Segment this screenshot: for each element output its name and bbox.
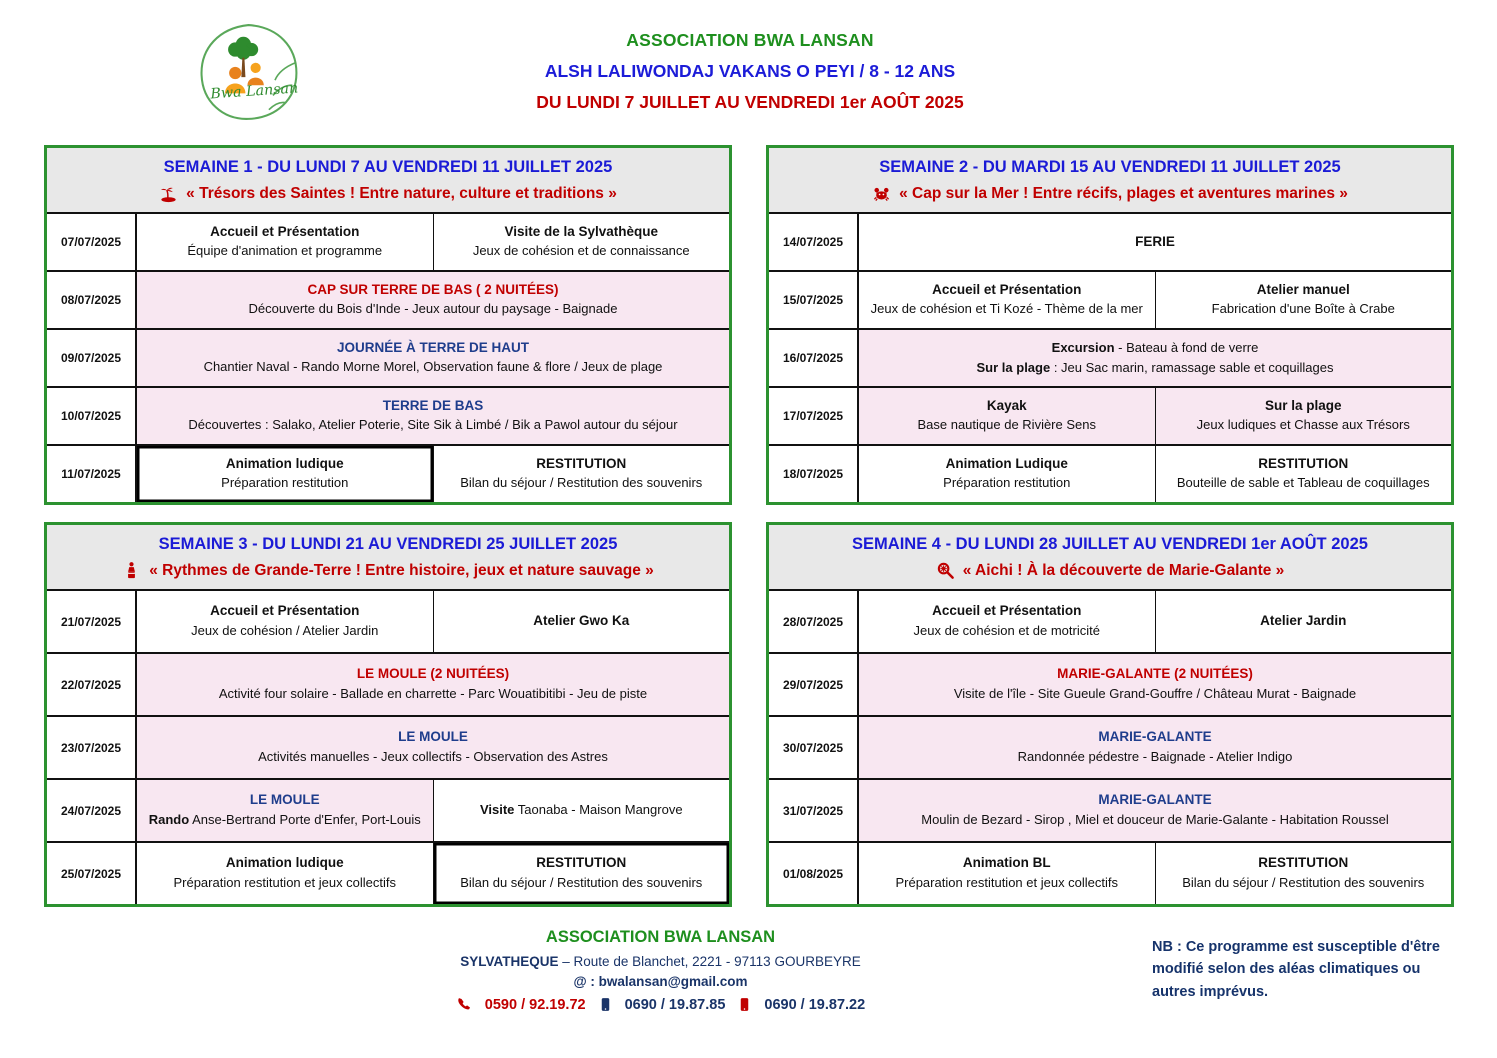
date-cell: 07/07/2025 [47, 214, 137, 270]
bwa-lansan-logo [190, 22, 308, 124]
date-cell: 09/07/2025 [47, 330, 137, 386]
activity-subtitle: Bilan du séjour / Restitution des souvenirs [460, 874, 703, 890]
week-theme-text: « Trésors des Saintes ! Entre nature, culture et traditions » [186, 184, 617, 202]
activity-subtitle: Préparation restitution et jeux collectifs [173, 874, 397, 890]
phone-number: 0690 / 19.87.85 [624, 996, 726, 1013]
table-row [769, 715, 1451, 778]
activity-title: RESTITUTION [1258, 855, 1349, 871]
phone-number: 0690 / 19.87.22 [764, 996, 866, 1013]
activity-title: MARIE-GALANTE [1098, 792, 1212, 808]
footer-org: ASSOCIATION BWA LANSAN [545, 928, 776, 946]
activity-subtitle: Visite Taonaba - Maison Mangrove [479, 802, 683, 818]
activity-title: RESTITUTION [1258, 455, 1349, 471]
date-cell: 28/07/2025 [769, 591, 859, 652]
activity-subtitle: Chantier Naval - Rando Morne Morel, Observation faune & flore / Jeux de plage [203, 359, 663, 375]
activity-subtitle: Excursion - Bateau à fond de verre [1051, 339, 1259, 355]
logo-text: Bwa Lansan [209, 80, 299, 103]
date-cell: 25/07/2025 [47, 843, 137, 904]
date-cell: 21/07/2025 [47, 591, 137, 652]
activity-subtitle: Jeux de cohésion et de motricité [913, 622, 1100, 638]
activity-cell [1155, 388, 1452, 444]
activity-subtitle: Bilan du séjour / Restitution des souvenirs [1182, 874, 1425, 890]
activity-cell [859, 843, 1155, 904]
activity-cell [433, 843, 730, 904]
activity-cell [859, 591, 1155, 652]
org-title: ASSOCIATION BWA LANSAN [626, 30, 874, 50]
activity-title: CAP SUR TERRE DE BAS ( 2 NUITÉES) [307, 281, 559, 297]
activity-subtitle: Découvertes : Salako, Atelier Poterie, Site Sik à Limbé / Bik a Pawol autour du séjour [188, 417, 678, 433]
footer-address: SYLVATHEQUE – Route de Blanchet, 2221 - 97113 GOURBEYRE [460, 954, 861, 969]
footer-phones [388, 996, 933, 1013]
activity-cell [433, 446, 730, 502]
date-cell: 24/07/2025 [47, 780, 137, 841]
table-row [769, 591, 1451, 652]
activity-title: Atelier Jardin [1260, 613, 1347, 629]
activity-cell [137, 330, 729, 386]
date-cell: 18/07/2025 [769, 446, 859, 502]
activity-subtitle: Équipe d'animation et programme [187, 243, 383, 259]
activity-cell [433, 591, 730, 652]
activity-title: Accueil et Présentation [932, 603, 1082, 619]
table-row [47, 778, 729, 841]
date-cell: 16/07/2025 [769, 330, 859, 386]
activity-cell [137, 843, 433, 904]
table-row [47, 386, 729, 444]
activity-cell [859, 446, 1155, 502]
week-header [769, 525, 1451, 591]
activity-title: LE MOULE [398, 729, 468, 745]
activity-cell [137, 717, 729, 778]
week-header [47, 525, 729, 591]
activity-subtitle: Activité four solaire - Ballade en charrette - Parc Wouatibitibi - Jeu de piste [218, 685, 648, 701]
table-row [769, 328, 1451, 386]
activity-subtitle: Préparation restitution et jeux collectifs [895, 874, 1119, 890]
activity-cell [1155, 446, 1452, 502]
date-cell: 10/07/2025 [47, 388, 137, 444]
table-row [769, 778, 1451, 841]
week3-table [44, 522, 732, 907]
activity-cell [1155, 843, 1452, 904]
week-title: SEMAINE 3 - DU LUNDI 21 AU VENDREDI 25 JUILLET 2025 [158, 535, 618, 553]
table-row [769, 214, 1451, 270]
phone-icon [456, 996, 473, 1013]
week-header [769, 148, 1451, 214]
week-theme-text: « Cap sur la Mer ! Entre récifs, plages et aventures marines » [899, 184, 1348, 202]
date-cell: 14/07/2025 [769, 214, 859, 270]
activity-title: MARIE-GALANTE (2 NUITÉES) [1057, 666, 1253, 682]
activity-subtitle: Rando Anse-Bertrand Porte d'Enfer, Port-Louis [148, 811, 421, 827]
activity-cell [859, 330, 1451, 386]
activity-cell [859, 717, 1451, 778]
activity-title: Sur la plage [1264, 397, 1342, 413]
page-header [420, 30, 1080, 113]
week-theme [53, 561, 723, 580]
date-cell: 15/07/2025 [769, 272, 859, 328]
week1-table [44, 145, 732, 505]
activity-title: Accueil et Présentation [210, 223, 360, 239]
phone-number: 0590 / 92.19.72 [484, 996, 586, 1013]
mobile-phone-icon [737, 996, 752, 1013]
activity-subtitle: Jeux de cohésion et de connaissance [472, 243, 690, 259]
activity-cell [433, 780, 730, 841]
activity-title: Animation Ludique [945, 455, 1068, 471]
activity-subtitle: Base nautique de Rivière Sens [917, 417, 1096, 433]
week2-table [766, 145, 1454, 505]
crab-icon [872, 184, 891, 203]
activity-cell [859, 780, 1451, 841]
activity-subtitle: Préparation restitution [943, 475, 1071, 491]
week-title: SEMAINE 4 - DU LUNDI 28 JUILLET AU VENDREDI 1er AOÛT 2025 [852, 535, 1368, 553]
table-row [47, 328, 729, 386]
activity-title: TERRE DE BAS [382, 397, 484, 413]
activity-title: Accueil et Présentation [210, 603, 360, 619]
date-cell: 08/07/2025 [47, 272, 137, 328]
week-theme [53, 184, 723, 203]
date-cell: 01/08/2025 [769, 843, 859, 904]
table-row [769, 444, 1451, 502]
table-row [47, 841, 729, 904]
activity-subtitle: Fabrication d'une Boîte à Crabe [1211, 301, 1395, 317]
activity-cell [1155, 591, 1452, 652]
activity-subtitle: Jeux ludiques et Chasse aux Trésors [1196, 417, 1410, 433]
week-title: SEMAINE 1 - DU LUNDI 7 AU VENDREDI 11 JUILLET 2025 [163, 158, 613, 176]
activity-title: Animation ludique [225, 855, 344, 871]
program-title: ALSH LALIWONDAJ VAKANS O PEYI / 8 - 12 ANS [544, 61, 956, 81]
date-cell: 29/07/2025 [769, 654, 859, 715]
table-row [47, 652, 729, 715]
date-cell: 17/07/2025 [769, 388, 859, 444]
table-row [47, 444, 729, 502]
table-row [769, 841, 1451, 904]
activity-cell [137, 272, 729, 328]
magnifier-icon [936, 561, 955, 580]
activity-title: Atelier manuel [1256, 281, 1350, 297]
activity-subtitle: Préparation restitution [221, 475, 349, 491]
nb-note: NB : Ce programme est susceptible d'être modifié selon des aléas climatiques ou autres imprévus. [1152, 939, 1440, 1000]
activity-title: LE MOULE (2 NUITÉES) [356, 666, 510, 682]
activity-title: RESTITUTION [536, 455, 627, 471]
activity-title: RESTITUTION [536, 855, 627, 871]
page-footer [388, 928, 933, 1013]
activity-title: LE MOULE [249, 792, 320, 808]
activity-cell [137, 591, 433, 652]
table-row [47, 214, 729, 270]
activity-cell [859, 388, 1155, 444]
activity-title: Accueil et Présentation [932, 281, 1082, 297]
week-theme [775, 184, 1445, 203]
activity-title: MARIE-GALANTE [1098, 729, 1212, 745]
week-theme-text: « Aichi ! À la découverte de Marie-Galante » [962, 561, 1285, 579]
activity-cell [137, 388, 729, 444]
week-header [47, 148, 729, 214]
activity-subtitle: Bouteille de sable et Tableau de coquillages [1176, 475, 1430, 491]
week-theme [775, 561, 1445, 580]
activity-title: Visite de la Sylvathèque [504, 223, 659, 239]
drummer-icon [122, 561, 141, 580]
activity-title: JOURNÉE À TERRE DE HAUT [336, 339, 530, 355]
activity-cell [137, 654, 729, 715]
activity-cell [137, 214, 433, 270]
activity-cell [433, 214, 730, 270]
date-cell: 23/07/2025 [47, 717, 137, 778]
footer-email: @ : bwalansan@gmail.com [573, 974, 748, 989]
activity-subtitle: Randonnée pédestre - Baignade - Atelier Indigo [1017, 748, 1293, 764]
date-cell: 22/07/2025 [47, 654, 137, 715]
activity-subtitle: Jeux de cohésion / Atelier Jardin [191, 622, 379, 638]
activity-title: Animation ludique [225, 455, 344, 471]
program-dates: DU LUNDI 7 JUILLET AU VENDREDI 1er AOÛT 2025 [536, 92, 964, 112]
table-row [47, 715, 729, 778]
table-row [769, 270, 1451, 328]
date-cell: 30/07/2025 [769, 717, 859, 778]
date-cell: 31/07/2025 [769, 780, 859, 841]
activity-subtitle: Bilan du séjour / Restitution des souvenirs [460, 475, 703, 491]
activity-title: FERIE [1135, 233, 1175, 249]
activity-cell [859, 214, 1451, 270]
week4-table [766, 522, 1454, 907]
activity-cell [859, 272, 1155, 328]
mobile-phone-icon [598, 996, 613, 1013]
week-theme-text: « Rythmes de Grande-Terre ! Entre histoire, jeux et nature sauvage » [149, 561, 654, 579]
table-row [47, 270, 729, 328]
activity-subtitle: Sur la plage : Jeu Sac marin, ramassage sable et coquillages [976, 359, 1334, 375]
week-title: SEMAINE 2 - DU MARDI 15 AU VENDREDI 11 JUILLET 2025 [879, 158, 1341, 176]
activity-cell [137, 780, 433, 841]
activity-cell [859, 654, 1451, 715]
activity-subtitle: Visite de l'île - Site Gueule Grand-Gouffre / Château Murat - Baignade [953, 685, 1357, 701]
island-icon [159, 184, 178, 203]
activity-cell [137, 446, 433, 502]
activity-title: Animation BL [962, 855, 1051, 871]
activity-title: Kayak [986, 397, 1027, 413]
activity-title: Atelier Gwo Ka [533, 613, 630, 629]
table-row [769, 652, 1451, 715]
activity-cell [1155, 272, 1452, 328]
activity-subtitle: Découverte du Bois d'Inde - Jeux autour du paysage - Baignade [248, 301, 618, 317]
table-row [769, 386, 1451, 444]
table-row [47, 591, 729, 652]
activity-subtitle: Moulin de Bezard - Sirop , Miel et douceur de Marie-Galante - Habitation Roussel [921, 811, 1389, 827]
activity-subtitle: Activités manuelles - Jeux collectifs - Observation des Astres [258, 748, 608, 764]
date-cell: 11/07/2025 [47, 446, 137, 502]
activity-subtitle: Jeux de cohésion et Ti Kozé - Thème de la mer [870, 301, 1143, 317]
